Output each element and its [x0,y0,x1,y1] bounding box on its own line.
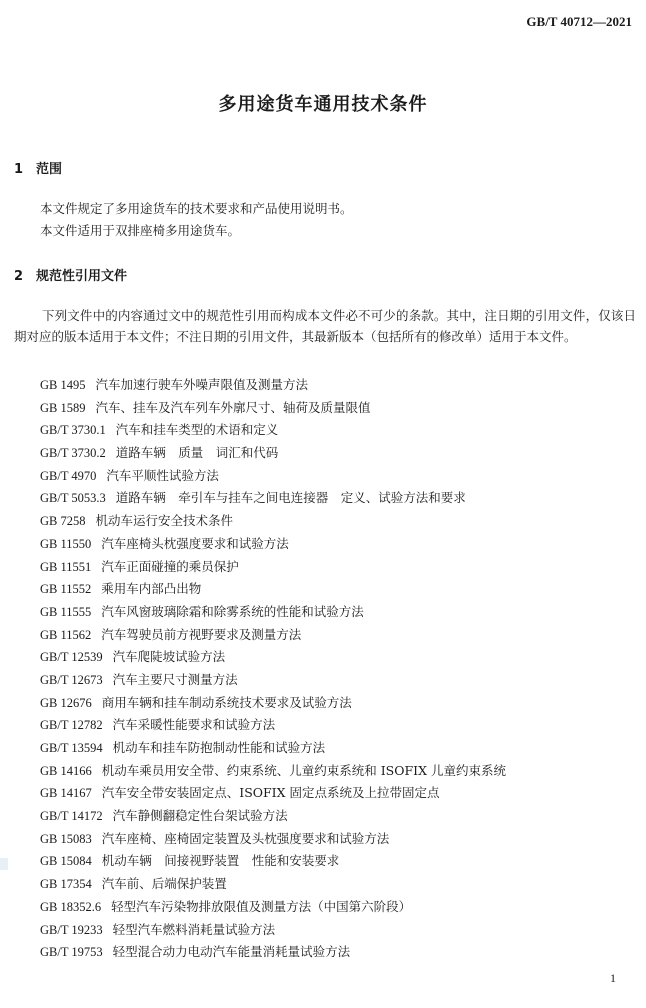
reference-code: GB/T 12782 [40,718,103,733]
reference-item [40,375,506,398]
section-title: 规范性引用文件 [36,269,128,284]
reference-title: 机动车乘员用安全带、约束系统、儿童约束系统和 ISOFIX 儿童约束系统 [101,762,506,778]
reference-item [40,942,506,965]
standard-number: GB/T 40712—2021 [526,14,632,29]
reference-title: 道路车辆 质量 词汇和代码 [115,445,279,461]
reference-item [40,715,506,738]
reference-title: 汽车前、后端保护装置 [101,876,227,892]
page-number: 1 [610,971,616,985]
reference-title: 汽车和挂车类型的术语和定义 [115,422,279,438]
reference-code: GB 18352.6 [40,899,102,914]
reference-item [40,557,506,580]
section-2-paragraph: 下列文件中的内容通过文中的规范性引用而构成本文件必不可少的条款。其中，注日期的引用文件，仅该日期对应的版本适用于本文件；不注日期的引用文件，其最新版本（包括所有的修改单）适用于本文件。 [14,308,636,344]
reference-code: GB/T 19233 [40,922,103,937]
reference-code: GB/T 12539 [40,650,103,665]
reference-code: GB 1589 [40,400,86,415]
reference-code: GB 7258 [40,514,86,529]
reference-item [40,806,506,829]
reference-code: GB 11555 [40,604,92,619]
reference-item [40,851,506,874]
reference-code: GB 1495 [40,378,86,392]
reference-item [40,783,506,806]
reference-code: GB/T 12673 [40,672,103,687]
reference-code: GB 14166 [40,763,92,778]
reference-item [40,761,506,784]
reference-title: 汽车采暖性能要求和试验方法 [112,717,276,733]
reference-code: GB 12676 [40,695,92,710]
reference-list [40,375,506,965]
section-2-heading [14,265,127,284]
reference-title: 乘用车内部凸出物 [101,581,202,597]
reference-title: 机动车辆 间接视野装置 性能和安装要求 [101,853,340,869]
reference-title: 汽车座椅头枕强度要求和试验方法 [101,535,289,551]
reference-title: 汽车风窗玻璃除霜和除雾系统的性能和试验方法 [101,603,364,619]
reference-title: 汽车爬陡坡试验方法 [112,649,226,665]
reference-title: 机动车和挂车防抱制动性能和试验方法 [112,740,326,755]
reference-code: GB 15084 [40,854,92,869]
reference-code: GB/T 4970 [40,468,97,483]
reference-item [40,920,506,943]
reference-title: 机动车运行安全技术条件 [95,513,234,529]
section-1-paragraph-1: 本文件规定了多用途货车的技术要求和产品使用说明书。 [40,201,353,216]
reference-title: 汽车座椅、座椅固定装置及头枕强度要求和试验方法 [101,830,390,846]
reference-code: GB 14167 [40,786,92,801]
section-1-heading [14,158,62,177]
reference-title: 轻型汽车燃料消耗量试验方法 [112,921,276,937]
reference-code: GB 17354 [40,877,92,892]
reference-title: 轻型汽车污染物排放限值及测量方法（中国第六阶段） [111,898,412,914]
reference-title: 汽车加速行驶车外噪声限值及测量方法 [95,377,309,392]
reference-code: GB/T 5053.3 [40,491,106,506]
reference-title: 汽车主要尺寸测量方法 [112,671,238,687]
reference-item [40,897,506,920]
reference-item [40,511,506,534]
reference-title: 汽车静侧翻稳定性台架试验方法 [112,808,288,824]
reference-code: GB/T 3730.2 [40,446,106,461]
reference-title: 汽车、挂车及汽车列车外廓尺寸、轴荷及质量限值 [95,399,371,415]
reference-item [40,625,506,648]
reference-item [40,829,506,852]
reference-item [40,466,506,489]
reference-title: 汽车正面碰撞的乘员保护 [101,558,239,574]
reference-code: GB 11552 [40,582,92,597]
reference-item [40,738,506,761]
reference-item [40,534,506,557]
reference-item [40,398,506,421]
reference-code: GB/T 14172 [40,809,103,824]
document-title: 多用途货车通用技术条件 [218,94,428,115]
reference-item [40,420,506,443]
reference-code: GB/T 13594 [40,741,103,755]
section-number: 2 [14,269,24,284]
reference-title: 汽车安全带安装固定点、ISOFIX 固定点系统及上拉带固定点 [101,785,440,801]
reference-item [40,693,506,716]
reference-item [40,647,506,670]
section-1-paragraph-2: 本文件适用于双排座椅多用途货车。 [40,223,241,238]
reference-item [40,579,506,602]
section-title: 范围 [36,162,63,177]
reference-code: GB 11562 [40,627,92,642]
reference-item [40,488,506,511]
reference-item [40,874,506,897]
section-number: 1 [14,162,24,177]
reference-title: 汽车平顺性试验方法 [106,467,219,483]
reference-code: GB/T 3730.1 [40,423,106,438]
reference-code: GB 15083 [40,831,92,846]
reference-title: 轻型混合动力电动汽车能量消耗量试验方法 [112,944,351,960]
reference-code: GB 11551 [40,559,92,574]
reference-code: GB/T 19753 [40,945,103,960]
scan-edge-mark [0,858,8,870]
reference-title: 汽车驾驶员前方视野要求及测量方法 [101,626,302,642]
reference-item [40,602,506,625]
reference-title: 道路车辆 牵引车与挂车之间电连接器 定义、试验方法和要求 [115,490,466,506]
reference-item [40,443,506,466]
reference-code: GB 11550 [40,536,92,551]
reference-title: 商用车辆和挂车制动系统技术要求及试验方法 [101,694,352,710]
reference-item [40,670,506,693]
